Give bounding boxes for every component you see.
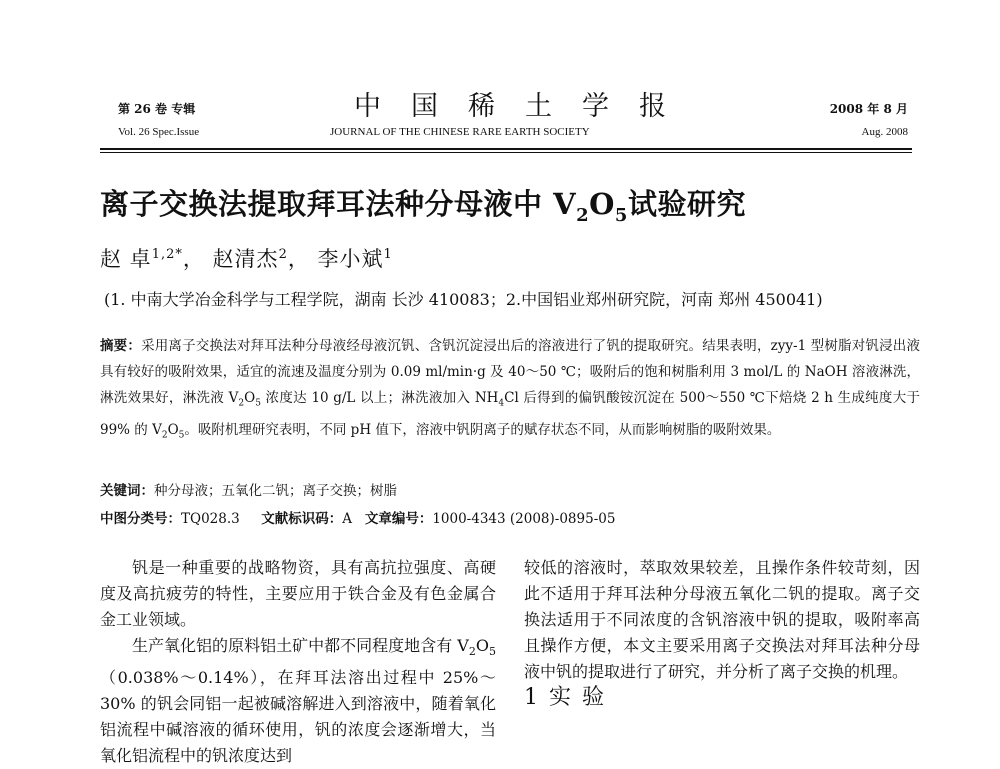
header-rule-thin — [100, 152, 912, 153]
author-affil-mark: 2 — [278, 247, 288, 262]
body-paragraph: 钒是一种重要的战略物资，具有高抗拉强度、高硬度及高抗疲劳的特性，主要应用于铁合金及有色金属合金工业领域。 — [100, 558, 496, 629]
classification-line: 中图分类号：TQ028.3 文献标识码：A 文章编号：1000-4343 (2008)-0895-05 — [100, 511, 616, 527]
author-affil-mark: 1,2* — [151, 247, 183, 262]
body-paragraph: 较低的溶液时，萃取效果较差，且操作条件较苛刻，因此不适用于拜耳法种分母液五氧化二钒的提取。离子交换法适用于不同浓度的含钒溶液中钒的提取，吸附率高且操作方便，本文主要采用离子交换法对拜耳法种分母液中钒的提取进行了研究，并分析了离子交换的机理。 — [524, 558, 920, 681]
author-name: 赵 卓 — [100, 247, 152, 271]
body-column-right — [524, 555, 920, 711]
section-heading: 1 实 验 — [524, 685, 606, 710]
volume-issue-en: Vol. 26 Spec.Issue — [118, 126, 200, 138]
abstract-label: 摘要： — [100, 338, 142, 354]
keywords: 关键词：种分母液；五氧化二钒；离子交换；树脂 — [100, 483, 397, 499]
abstract: 摘要：采用离子交换法对拜耳法种分母液经母液沉钒、含钒沉淀浸出后的溶液进行了钒的提取研究。结果表明，zyy-1 型树脂对钒浸出液具有较好的吸附效果，适宜的流速及温度分别为 0.09 ml/min·g 及 40～50 ℃；吸附后的饱和树脂利用 3 mol/L 的 NaOH 溶液淋洗，淋洗效果好，淋洗液 $V_2O_5$ 浓度达 10 g/L 以上；淋洗液加入 $NH_4Cl$ 后得到的偏钒酸铵沉淀在 500～550 ℃下焙烧 2 h 生成纯度大于 99% 的 $V_2O_5$。吸附机理研究表明，不同 pH 值下，溶液中钒阴离子的赋存状态不同，从而影响树脂的吸附效果。 — [100, 338, 920, 441]
journal-title-en: JOURNAL OF THE CHINESE RARE EARTH SOCIETY — [330, 126, 590, 138]
keywords-label: 关键词： — [100, 483, 154, 499]
affiliation: (1. 中南大学冶金科学与工程学院，湖南 长沙 410083；2.中国铝业郑州研究院，河南 郑州 450041) — [104, 290, 823, 309]
body-paragraph: 生产氧化铝的原料铝土矿中都不同程度地含有 $V_2O_5(0.038\%\sim 0.14\%)$，在拜耳法溶出过程中 25%～30% 的钒会同铝一起被碱溶解进入到溶液中，随着氧化铝流程中碱溶液的循环使用，钒的浓度会逐渐增大，当氧化铝流程中的钒浓度达到 — [100, 636, 496, 766]
paper-title: 离子交换法提取拜耳法种分母液中 $V_2O_5$试验研究 — [100, 187, 746, 226]
body-column-left — [100, 555, 496, 769]
date-cn: 2008 年 8 月 — [829, 102, 908, 116]
author-name: 李小斌 — [317, 247, 384, 271]
volume-issue-cn: 第 26 卷 专辑 — [118, 102, 196, 116]
date-en: Aug. 2008 — [861, 126, 908, 138]
author-affil-mark: 1 — [383, 247, 393, 262]
header-rule-thick — [100, 148, 912, 150]
journal-title-cn: 中国稀土学报 — [354, 91, 696, 122]
author-list: 赵 卓$^{1,2*}$， 赵清杰$^2$， 李小斌$^1$ — [100, 247, 393, 271]
author-name: 赵清杰 — [212, 247, 279, 271]
